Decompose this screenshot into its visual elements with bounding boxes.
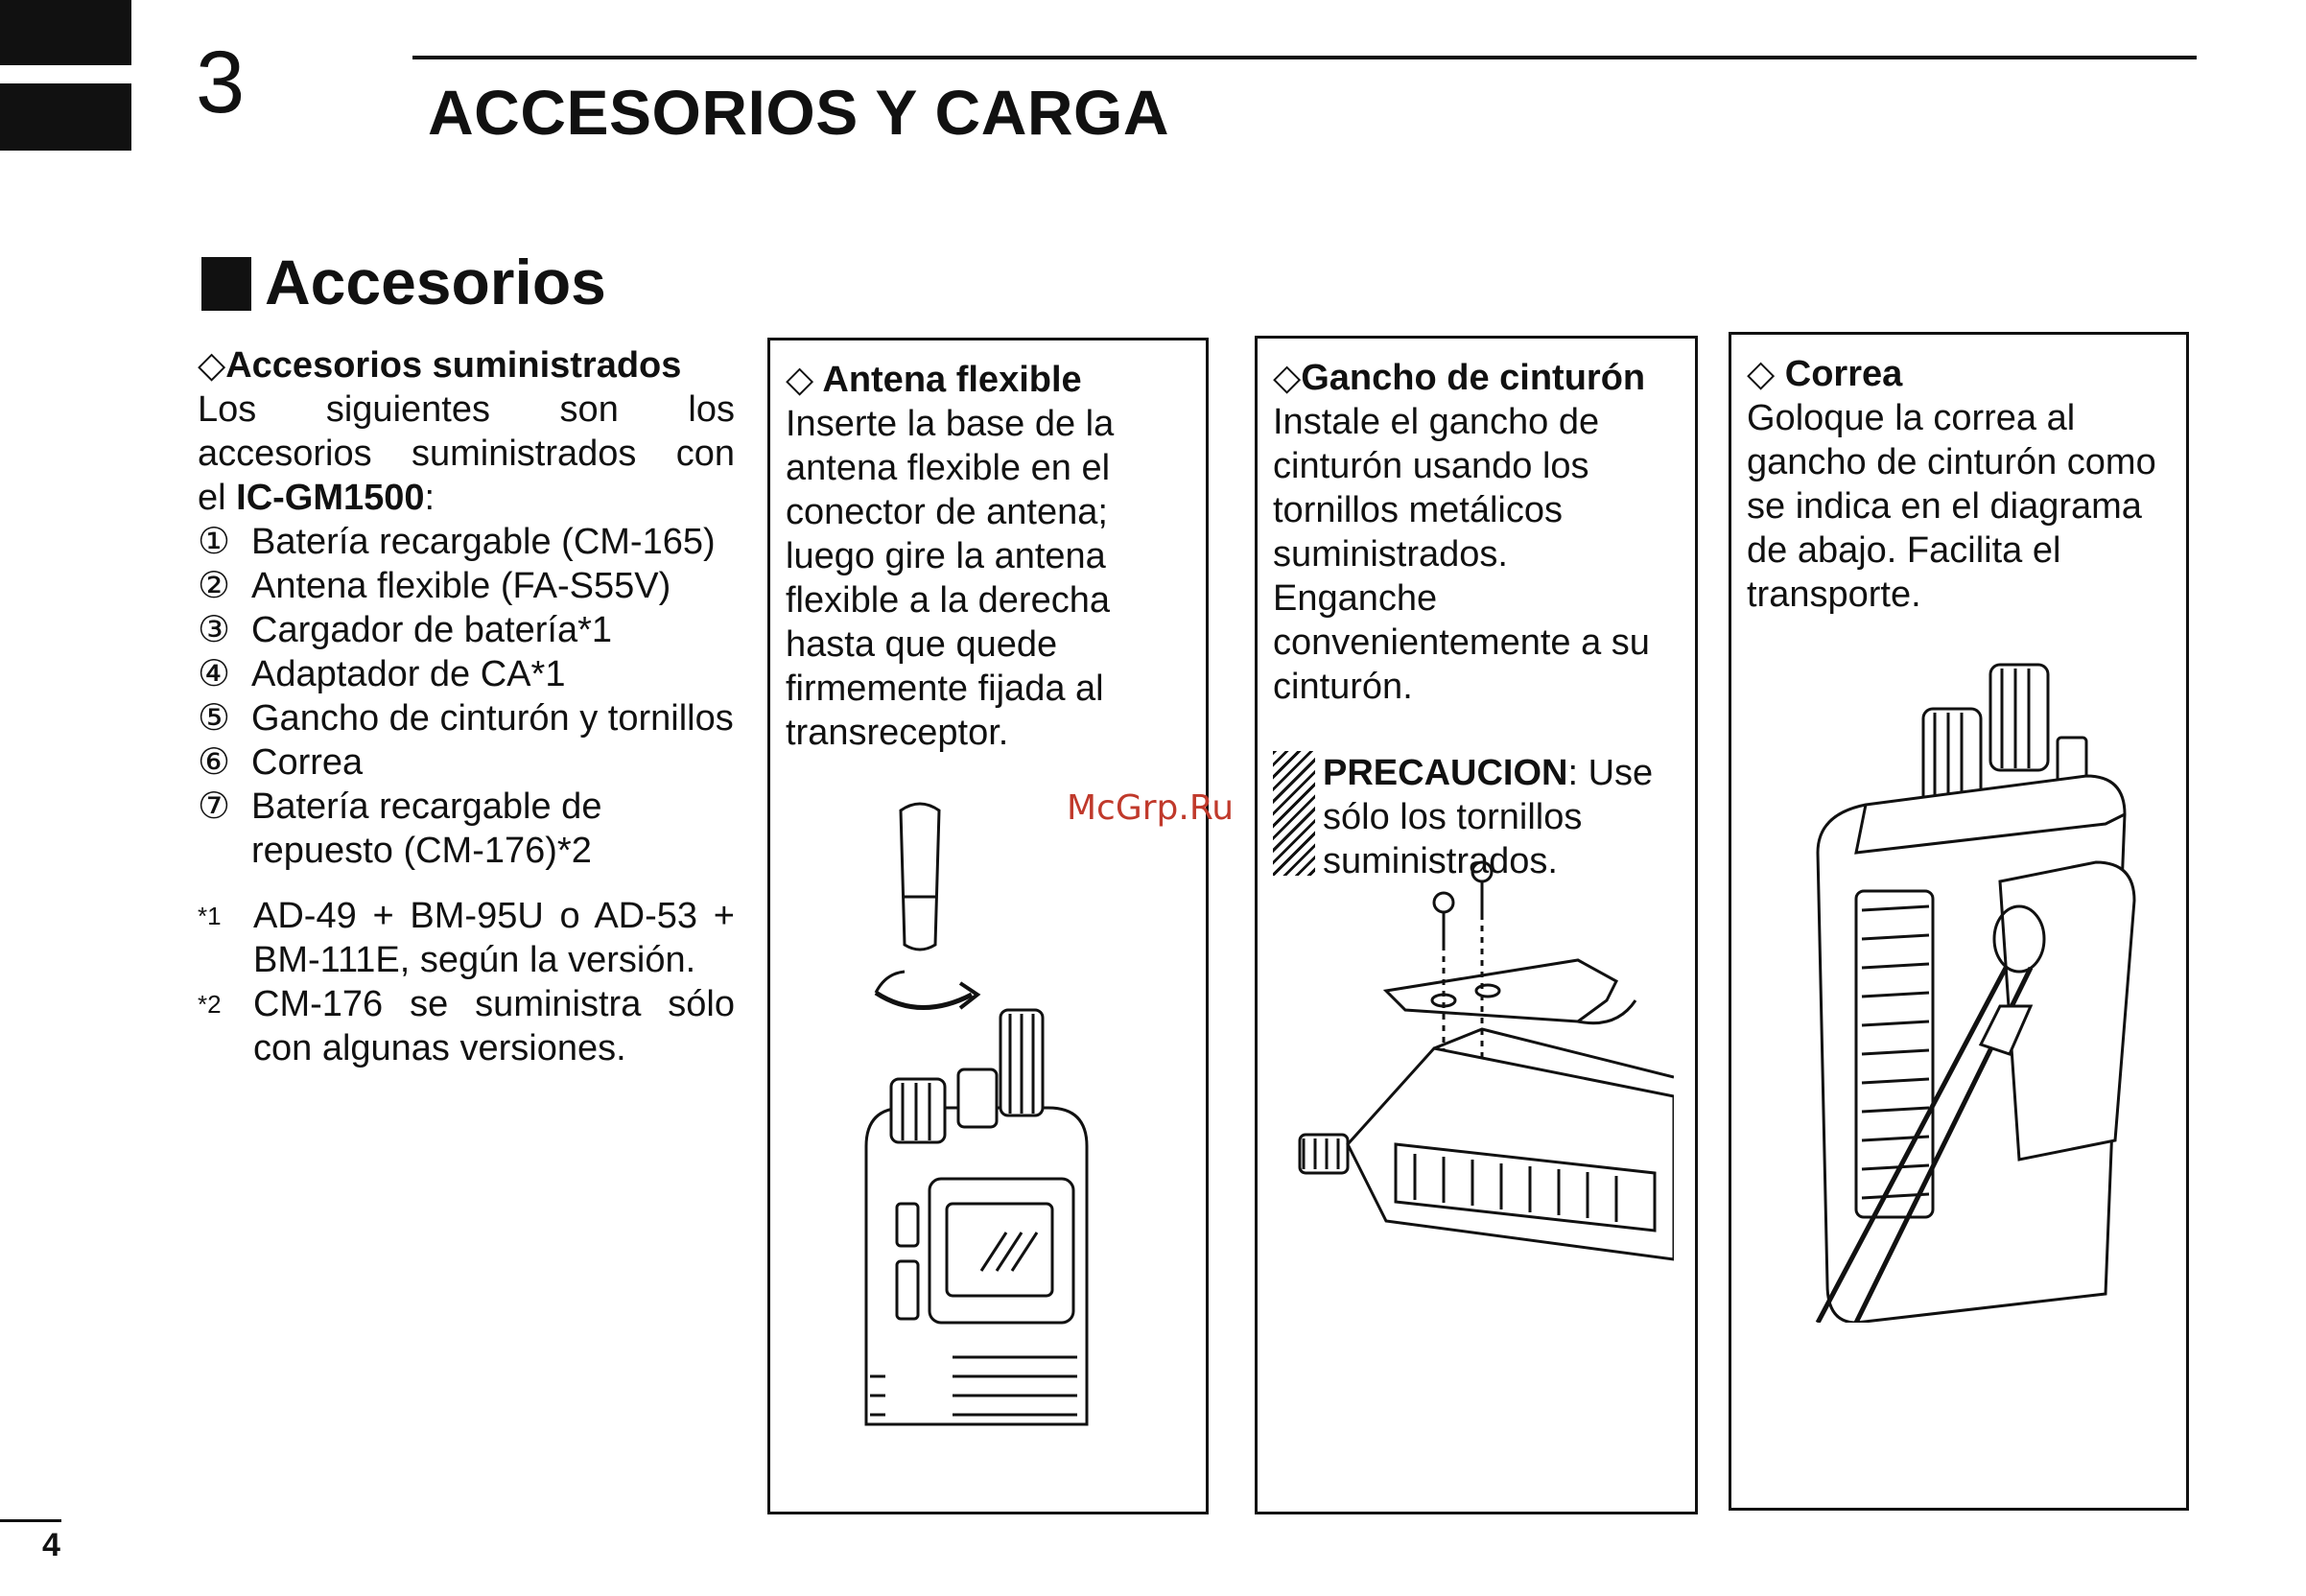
intro-line-2: accesorios suministrados con — [198, 434, 735, 474]
section-bullet-icon — [201, 257, 251, 311]
list-item: ① Batería recargable (CM-165) — [198, 522, 716, 562]
caution-label: PRECAUCION — [1323, 753, 1568, 793]
belt-clip-box — [1255, 336, 1698, 1514]
list-item: ⑦ Batería recargable de repuesto (CM-176)*2 — [198, 786, 602, 871]
strap-illustration — [1779, 661, 2163, 1323]
strap-box — [1729, 332, 2189, 1511]
footnotes — [198, 894, 735, 1070]
belt-clip-illustration — [1290, 857, 1674, 1279]
page-number-rule — [0, 1519, 61, 1522]
model-name: IC-GM1500 — [236, 478, 425, 518]
chapter-number: 3 — [196, 34, 246, 131]
list-item: ⑥ Correa — [198, 742, 364, 783]
supplied-accessories — [198, 343, 735, 1070]
intro-line-1: Los siguientes son los — [198, 389, 735, 430]
antenna-illustration — [847, 791, 1164, 1443]
footnote: *2 CM-176 se suministra sólo con algunas versiones. — [198, 984, 735, 1068]
chapter-title: ACCESORIOS Y CARGA — [428, 77, 1170, 148]
chapter-tab-top — [0, 0, 131, 65]
header-rule — [412, 56, 2197, 59]
antenna-body: Inserte la base de la antena flexible en el conector de antena; luego gire la antena flexible a la derecha hasta que quede firmemente fijada al transreceptor. — [786, 404, 1115, 753]
section-title: Accesorios — [265, 246, 606, 317]
list-item: ④ Adaptador de CA*1 — [198, 654, 566, 694]
intro-line-3: el IC-GM1500: — [198, 478, 435, 518]
strap-title: ◇ Correa — [1747, 354, 1903, 394]
belt-clip-title: ◇Gancho de cinturón — [1273, 358, 1646, 398]
chapter-tab-bottom — [0, 83, 131, 151]
belt-clip-body: Instale el gancho de cinturón usando los tornillos metálicos suministrados. Enganche convenientemente a su cinturón. — [1273, 402, 1650, 707]
list-item: ② Antena flexible (FA-S55V) — [198, 566, 671, 606]
supplied-subhead: ◇Accesorios suministrados — [198, 345, 682, 386]
page-number: 4 — [42, 1527, 60, 1563]
antenna-box — [767, 338, 1209, 1514]
antenna-title: ◇ Antena flexible — [786, 360, 1082, 400]
list-item: ③ Cargador de batería*1 — [198, 610, 613, 650]
caution-text: : Use sólo los tornillos suministrados. — [1323, 753, 1654, 881]
strap-body: Goloque la correa al gancho de cinturón como se indica en el diagrama de abajo. Facilita el transporte. — [1747, 398, 2156, 615]
watermark: McGrp.Ru — [1067, 788, 1235, 828]
list-item: ⑤ Gancho de cinturón y tornillos — [198, 698, 734, 739]
footnote: *1 AD-49 + BM-95U o AD-53 + BM-111E, según la versión. — [198, 896, 735, 980]
